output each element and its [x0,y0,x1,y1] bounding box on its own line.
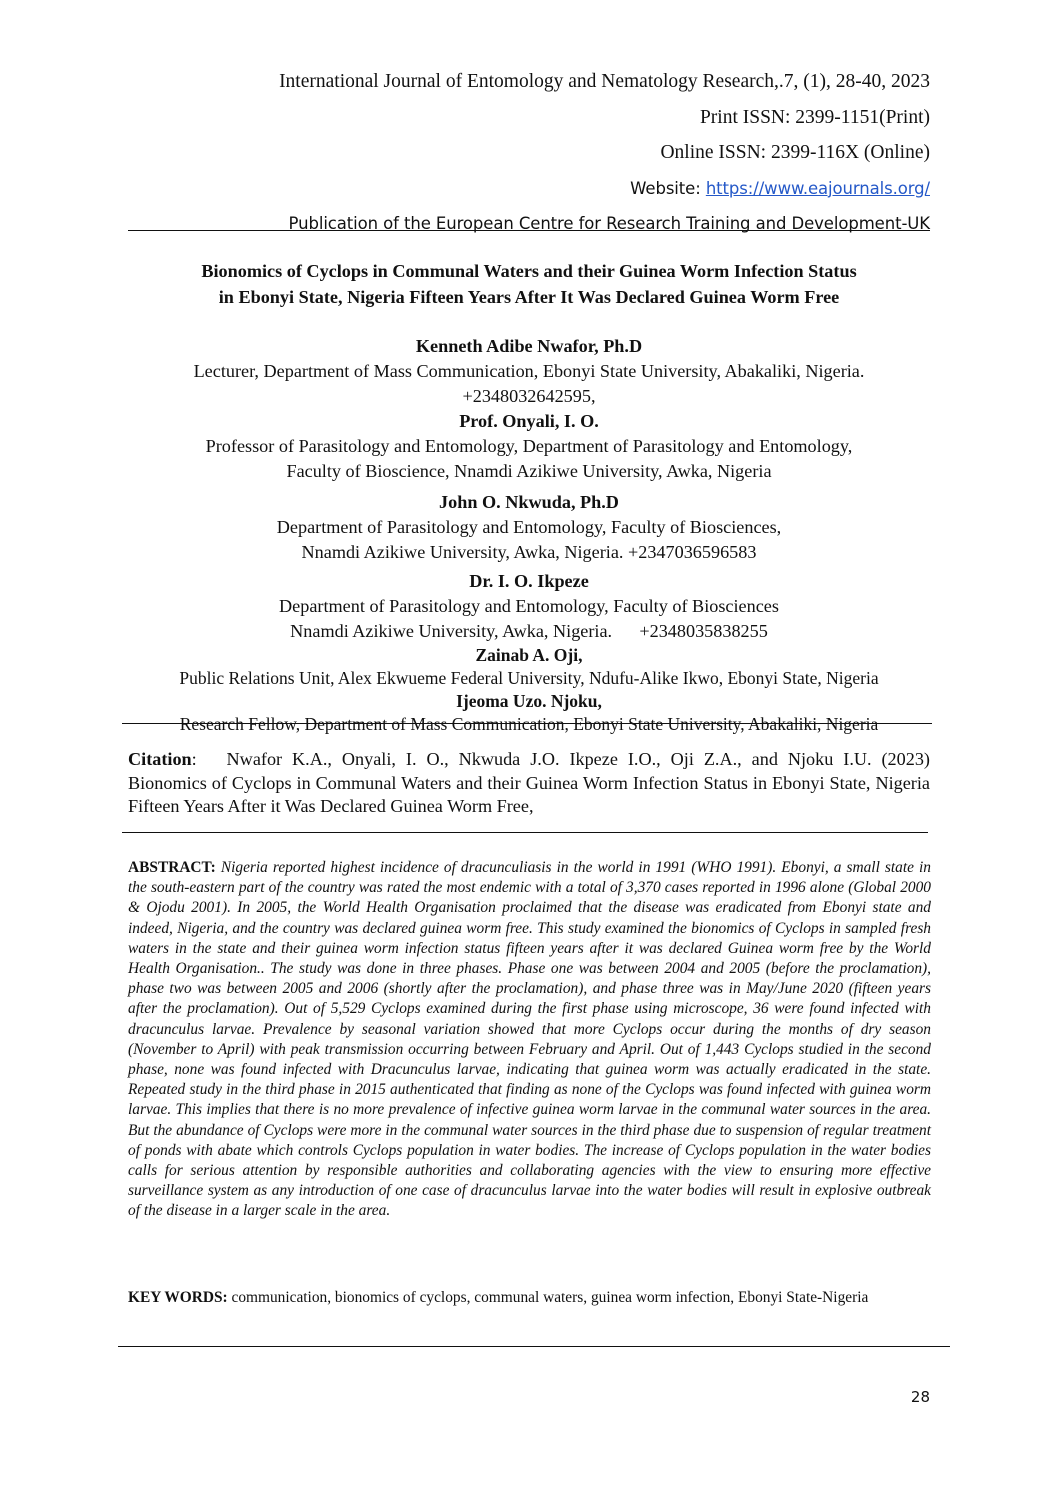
author-affiliation: Public Relations Unit, Alex Ekwueme Federal University, Ndufu-Alike Ikwo, Ebonyi State, Nigeria [179,668,879,688]
author-block [110,334,948,736]
author-4 [110,569,948,644]
page-number: 28 [910,1388,930,1406]
website-link[interactable]: https://www.eajournals.org/ [705,178,930,198]
paper-title [120,258,938,310]
citation-block [128,748,944,819]
header-divider [128,230,930,231]
website-line [279,171,930,207]
citation-label: Citation [128,749,192,769]
keywords-text: communication, bionomics of cyclops, communal waters, guinea worm infection, Ebonyi State-Nigeria [227,1289,869,1306]
publisher-line: Publication of the European Centre for Research Training and Development-UK [288,214,930,233]
abstract-text: Nigeria reported highest incidence of dracunculiasis in the world in 1991 (WHO 1991). Ebonyi, a small state in the south-eastern part of the country was rated the most endemic with a total of 3,370 cases reported in 1996 alone (Global 2000 & Ojodu 2001). In 2005, the World Health Organisation proclaimed that the disease was eradicated from Ebonyi state and indeed, Nigeria, and the country was declared guinea worm free. This study examined the bionomics of Cyclops in sampled fresh waters in the state and their guinea worm infection status fifteen years after it was declared Guinea worm free by the World Health Organisation.. The study was done in three phases. Phase one was between 2004 and 2005 (before the proclamation), phase two was between 2005 and 2006 (shortly after the proclamation), and phase three was in May/June 2020 (fifteen years after the proclamation). Out of 5,529 Cyclops examined during the first phase using microscope, 36 were found infected with dracunculus larvae. Prevalence by seasonal variation showed that more Cyclops occur during the months of dry season (November to April) with peak transmission occurring between February and April. Out of 1,443 Cyclops studied in the second phase, none was found infected with Dracunculus larvae, indicating that guinea worm was actually eradicated in the state. Repeated study in the third phase in 2015 authenticated that finding as none of the Cyclops was found infected with guinea worm larvae. This implies that there is no more prevalence of infective guinea worm larvae in the communal water sources in the area. But the abundance of Cyclops were more in the communal water sources in the third phase due to suspension of regular treatment of ponds with abate which controls Cyclops population in water bodies. The increase of Cyclops population in the water bodies calls for serious attention by responsible authorities and collaborating agencies with the view to ensuring more effective surveillance system as any introduction of one case of dracunculus larvae into the water bodies will result in explosive outbreak of the disease in a larger scale in the area. [128,859,931,1220]
footer-divider [118,1346,950,1347]
authors-divider [122,723,932,724]
author-affiliation: Lecturer, Department of Mass Communication, Ebonyi State University, Abakaliki, Nigeria. [193,361,865,381]
keywords-label: KEY WORDS: [128,1289,228,1306]
author-affiliation: Research Fellow, Department of Mass Communication, Ebonyi State University, Abakaliki, Nigeria [179,714,879,734]
author-6 [110,690,948,736]
author-affiliation: Nnamdi Azikiwe University, Awka, Nigeria. +2348035838255 [290,621,768,641]
citation-text: : Nwafor K.A., Onyali, I. O., Nkwuda J.O. Ikpeze I.O., Oji Z.A., and Njoku I.U. (2023) Bionomics of Cyclops in Communal Waters and their Guinea Worm Infection Status in Ebonyi State, Nigeria Fifteen Years After it Was Declared Guinea Worm Free, [128,749,944,816]
journal-citation-line: International Journal of Entomology and Nematology Research,.7, (1), 28-40, 2023 [279,71,930,92]
author-name: Dr. I. O. Ikpeze [469,571,589,591]
abstract-block [128,858,931,1222]
author-affiliation: Department of Parasitology and Entomology, Faculty of Biosciences, [276,517,782,537]
author-3 [110,490,948,565]
author-affiliation: Department of Parasitology and Entomology, Faculty of Biosciences [279,596,779,616]
title-line-1: Bionomics of Cyclops in Communal Waters and their Guinea Worm Infection Status [201,261,857,281]
author-1 [110,334,948,409]
abstract-label: ABSTRACT: [128,859,216,876]
keywords-block [128,1288,931,1308]
print-issn: Print ISSN: 2399-1151(Print) [699,106,930,128]
author-affiliation: +2348032642595, [462,386,596,406]
author-name: Kenneth Adibe Nwafor, Ph.D [415,336,643,356]
author-5 [110,644,948,690]
author-name: Zainab A. Oji, [475,645,583,665]
author-name: Prof. Onyali, I. O. [459,411,599,431]
website-label: Website: [630,178,706,198]
author-affiliation: Nnamdi Azikiwe University, Awka, Nigeria. +2347036596583 [301,542,757,562]
author-2 [110,409,948,484]
author-name: Ijeoma Uzo. Njoku, [456,691,602,711]
author-affiliation: Faculty of Bioscience, Nnamdi Azikiwe University, Awka, Nigeria [286,461,772,481]
title-line-2: in Ebonyi State, Nigeria Fifteen Years After It Was Declared Guinea Worm Free [218,287,840,307]
citation-divider [122,832,928,833]
journal-header [279,64,930,242]
author-affiliation: Professor of Parasitology and Entomology, Department of Parasitology and Entomology, [205,436,853,456]
online-issn: Online ISSN: 2399-116X (Online) [660,142,930,163]
author-name: John O. Nkwuda, Ph.D [439,492,619,512]
